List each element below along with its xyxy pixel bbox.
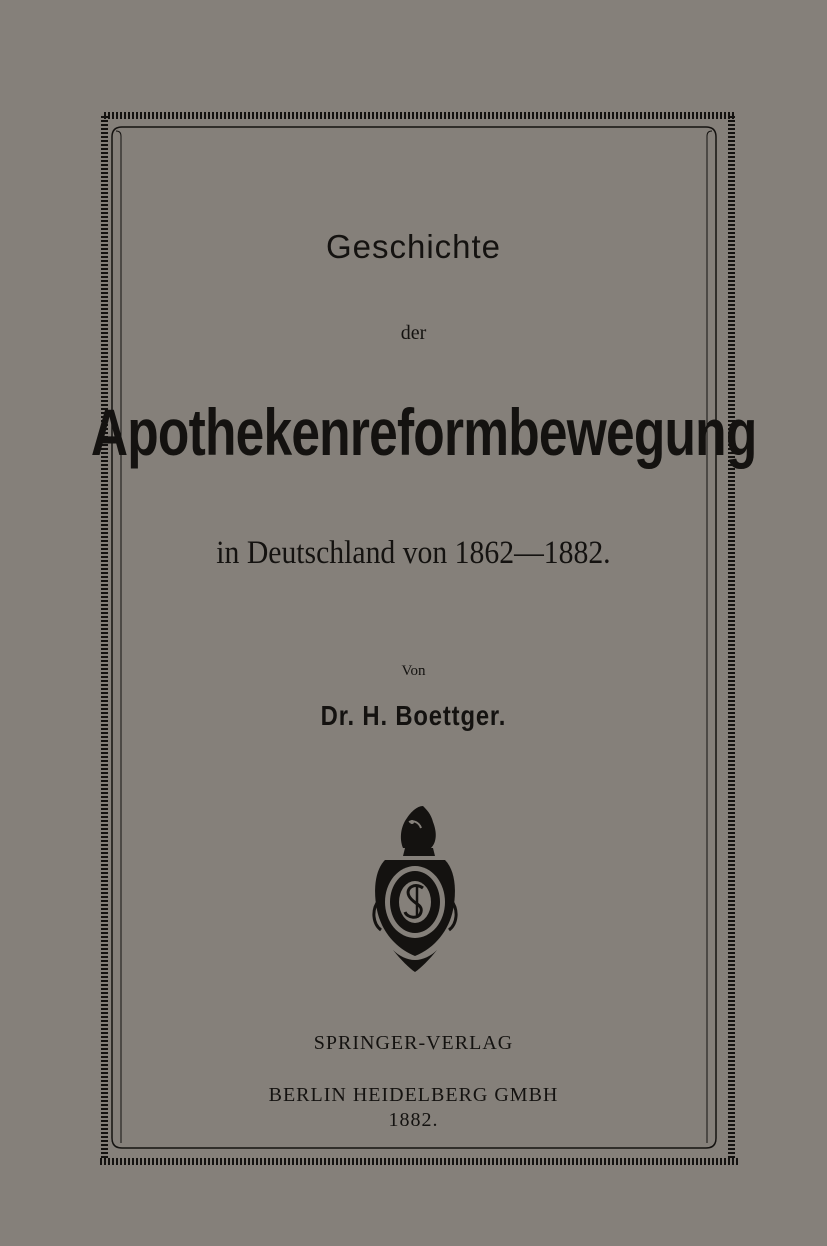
publisher-name: SPRINGER-VERLAG	[313, 1032, 514, 1054]
springer-knight-emblem-icon	[365, 800, 465, 980]
publication-year: 1882.	[388, 1109, 439, 1131]
main-title: Apothekenreformbewegung	[90, 395, 757, 469]
subtitle: in Deutschland von 1862—1882.	[216, 535, 611, 571]
title-der: der	[400, 322, 427, 344]
by-label: Von	[401, 663, 426, 679]
title-geschichte: Geschichte	[325, 228, 502, 265]
author-name: Dr. H. Boettger.	[320, 700, 507, 731]
publisher-city: BERLIN HEIDELBERG GMBH	[268, 1084, 559, 1106]
